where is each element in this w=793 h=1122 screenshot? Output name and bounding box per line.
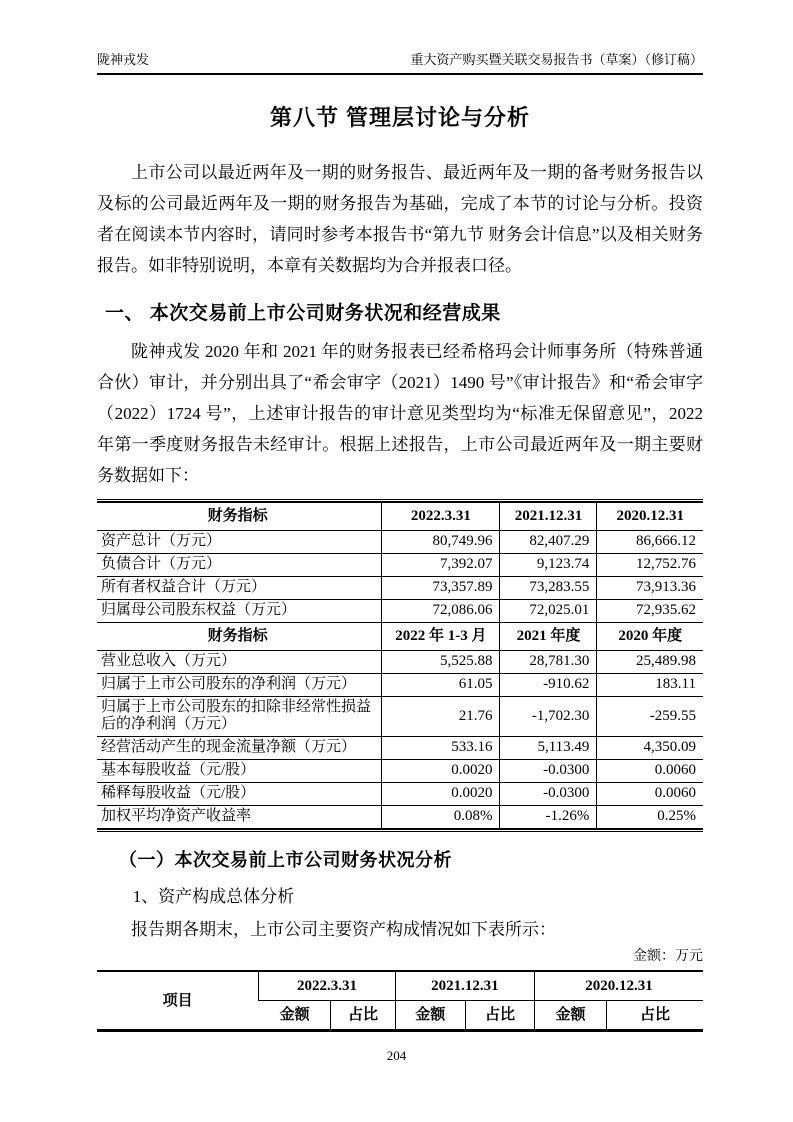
value-cell: 73,913.36 bbox=[597, 577, 703, 600]
value-cell: -1.26% bbox=[500, 806, 597, 830]
indicator-label: 归属母公司股东权益（万元） bbox=[97, 600, 382, 623]
value-cell: 61.05 bbox=[382, 674, 500, 697]
financial-summary-table bbox=[97, 501, 703, 830]
column-header: 2022.3.31 bbox=[382, 502, 500, 531]
value-cell: 533.16 bbox=[382, 737, 500, 760]
value-cell: 5,525.88 bbox=[382, 651, 500, 674]
page-number: 204 bbox=[386, 1048, 407, 1063]
table-row bbox=[97, 697, 703, 737]
subsection-one-heading: （一）本次交易前上市公司财务状况分析 bbox=[119, 850, 452, 870]
table-header-row bbox=[97, 971, 703, 1001]
point-heading: 1、资产构成总体分析 bbox=[132, 887, 295, 906]
value-cell: 72,086.06 bbox=[382, 600, 500, 623]
column-header: 2020 年度 bbox=[597, 623, 703, 651]
column-header: 财务指标 bbox=[97, 623, 382, 651]
header-company-name: 陇神戎发 bbox=[97, 52, 150, 67]
amount-subheader: 金额 bbox=[279, 1007, 310, 1023]
unit-note: 金额：万元 bbox=[633, 949, 703, 964]
value-cell: 72,025.01 bbox=[500, 600, 597, 623]
value-cell: -259.55 bbox=[597, 697, 703, 737]
value-cell: 21.76 bbox=[382, 697, 500, 737]
value-cell: 28,781.30 bbox=[500, 651, 597, 674]
value-cell: 0.0060 bbox=[597, 783, 703, 806]
table-row bbox=[97, 600, 703, 623]
item-column-header: 项目 bbox=[97, 971, 259, 1031]
chapter-title: 第八节 管理层讨论与分析 bbox=[269, 105, 531, 130]
section-one-heading: 一、 本次交易前上市公司财务状况和经营成果 bbox=[105, 303, 501, 324]
column-header: 2022 年 1-3 月 bbox=[382, 623, 500, 651]
period-header: 2020.12.31 bbox=[535, 971, 704, 1001]
amount-subheader: 金额 bbox=[535, 1001, 607, 1031]
ratio-subheader: 占比 bbox=[331, 1001, 395, 1031]
period-header: 2021.12.31 bbox=[395, 971, 534, 1001]
value-cell: 73,283.55 bbox=[500, 577, 597, 600]
column-header: 2021 年度 bbox=[500, 623, 597, 651]
indicator-label: 营业总收入（万元） bbox=[97, 651, 382, 674]
indicator-label: 归属于上市公司股东的净利润（万元） bbox=[97, 674, 382, 697]
table-row bbox=[97, 554, 703, 577]
value-cell: 82,407.29 bbox=[500, 531, 597, 554]
value-cell: 72,935.62 bbox=[597, 600, 703, 623]
value-cell: 0.0020 bbox=[382, 760, 500, 783]
indicator-label: 基本每股收益（元/股） bbox=[97, 760, 382, 783]
table-row bbox=[97, 577, 703, 600]
ratio-subheader: 占比 bbox=[607, 1001, 703, 1031]
value-cell: 9,123.74 bbox=[500, 554, 597, 577]
value-cell: -1,702.30 bbox=[500, 697, 597, 737]
table-row bbox=[97, 674, 703, 697]
indicator-label: 稀释每股收益（元/股） bbox=[97, 783, 382, 806]
table-row bbox=[97, 737, 703, 760]
table-row bbox=[97, 806, 703, 830]
section-one-paragraph: 陇神戎发 2020 年和 2021 年的财务报表已经希格玛会计师事务所（特殊普通合伙）审计，并分别出具了“希会审字（2021）1490 号”《审计报告》和“希会审字（2022）1724 号”，上述审计报告的审计意见类型均为“标准无保留意见”，2022 年第一季度财务报告未经审计。根据上述报告，上市公司最近两年及一期主要财务数据如下： bbox=[97, 342, 703, 485]
value-cell: -0.0300 bbox=[500, 760, 597, 783]
asset-structure-table bbox=[97, 970, 703, 1032]
indicator-label: 归属于上市公司股东的扣除非经常性损益后的净利润（万元） bbox=[97, 697, 382, 737]
table-header-row bbox=[97, 623, 703, 651]
value-cell: 73,357.89 bbox=[382, 577, 500, 600]
table-row bbox=[97, 531, 703, 554]
asset-structure-table-frame bbox=[97, 970, 703, 1032]
page-header bbox=[97, 0, 703, 75]
header-document-title: 重大资产购买暨关联交易报告书（草案）（修订稿） bbox=[410, 52, 703, 67]
value-cell: 80,749.96 bbox=[382, 531, 500, 554]
column-header: 2021.12.31 bbox=[500, 502, 597, 531]
indicator-label: 资产总计（万元） bbox=[97, 531, 382, 554]
value-cell: 0.0020 bbox=[382, 783, 500, 806]
lead-paragraph: 报告期各期末，上市公司主要资产构成情况如下表所示： bbox=[131, 920, 556, 939]
value-cell: 86,666.12 bbox=[597, 531, 703, 554]
value-cell: -0.0300 bbox=[500, 783, 597, 806]
value-cell: 183.11 bbox=[597, 674, 703, 697]
column-header: 2020.12.31 bbox=[597, 502, 703, 531]
ratio-subheader: 占比 bbox=[465, 1001, 534, 1031]
table-row bbox=[97, 760, 703, 783]
table-row bbox=[97, 783, 703, 806]
financial-summary-table-frame bbox=[97, 499, 703, 832]
value-cell: 5,113.49 bbox=[500, 737, 597, 760]
intro-paragraph: 上市公司以最近两年及一期的财务报告、最近两年及一期的备考财务报告以及标的公司最近两年及一期的财务报告为基础，完成了本节的讨论与分析。投资者在阅读本节内容时，请同时参考本报告书“第九节 财务会计信息”以及相关财务报告。如非特别说明，本章有关数据均为合并报表口径。 bbox=[97, 163, 703, 275]
value-cell: 0.08% bbox=[382, 806, 500, 830]
table-row bbox=[97, 651, 703, 674]
table-header-row bbox=[97, 502, 703, 531]
indicator-label: 负债合计（万元） bbox=[97, 554, 382, 577]
period-header: 2022.3.31 bbox=[259, 971, 395, 1001]
value-cell: 0.25% bbox=[597, 806, 703, 830]
column-header: 财务指标 bbox=[97, 502, 382, 531]
value-cell: 25,489.98 bbox=[597, 651, 703, 674]
indicator-label: 所有者权益合计（万元） bbox=[97, 577, 382, 600]
value-cell: -910.62 bbox=[500, 674, 597, 697]
value-cell: 0.0060 bbox=[597, 760, 703, 783]
indicator-label: 加权平均净资产收益率 bbox=[101, 808, 252, 824]
amount-subheader: 金额 bbox=[395, 1001, 465, 1031]
indicator-label: 经营活动产生的现金流量净额（万元） bbox=[97, 737, 382, 760]
value-cell: 4,350.09 bbox=[597, 737, 703, 760]
value-cell: 7,392.07 bbox=[382, 554, 500, 577]
value-cell: 12,752.76 bbox=[597, 554, 703, 577]
